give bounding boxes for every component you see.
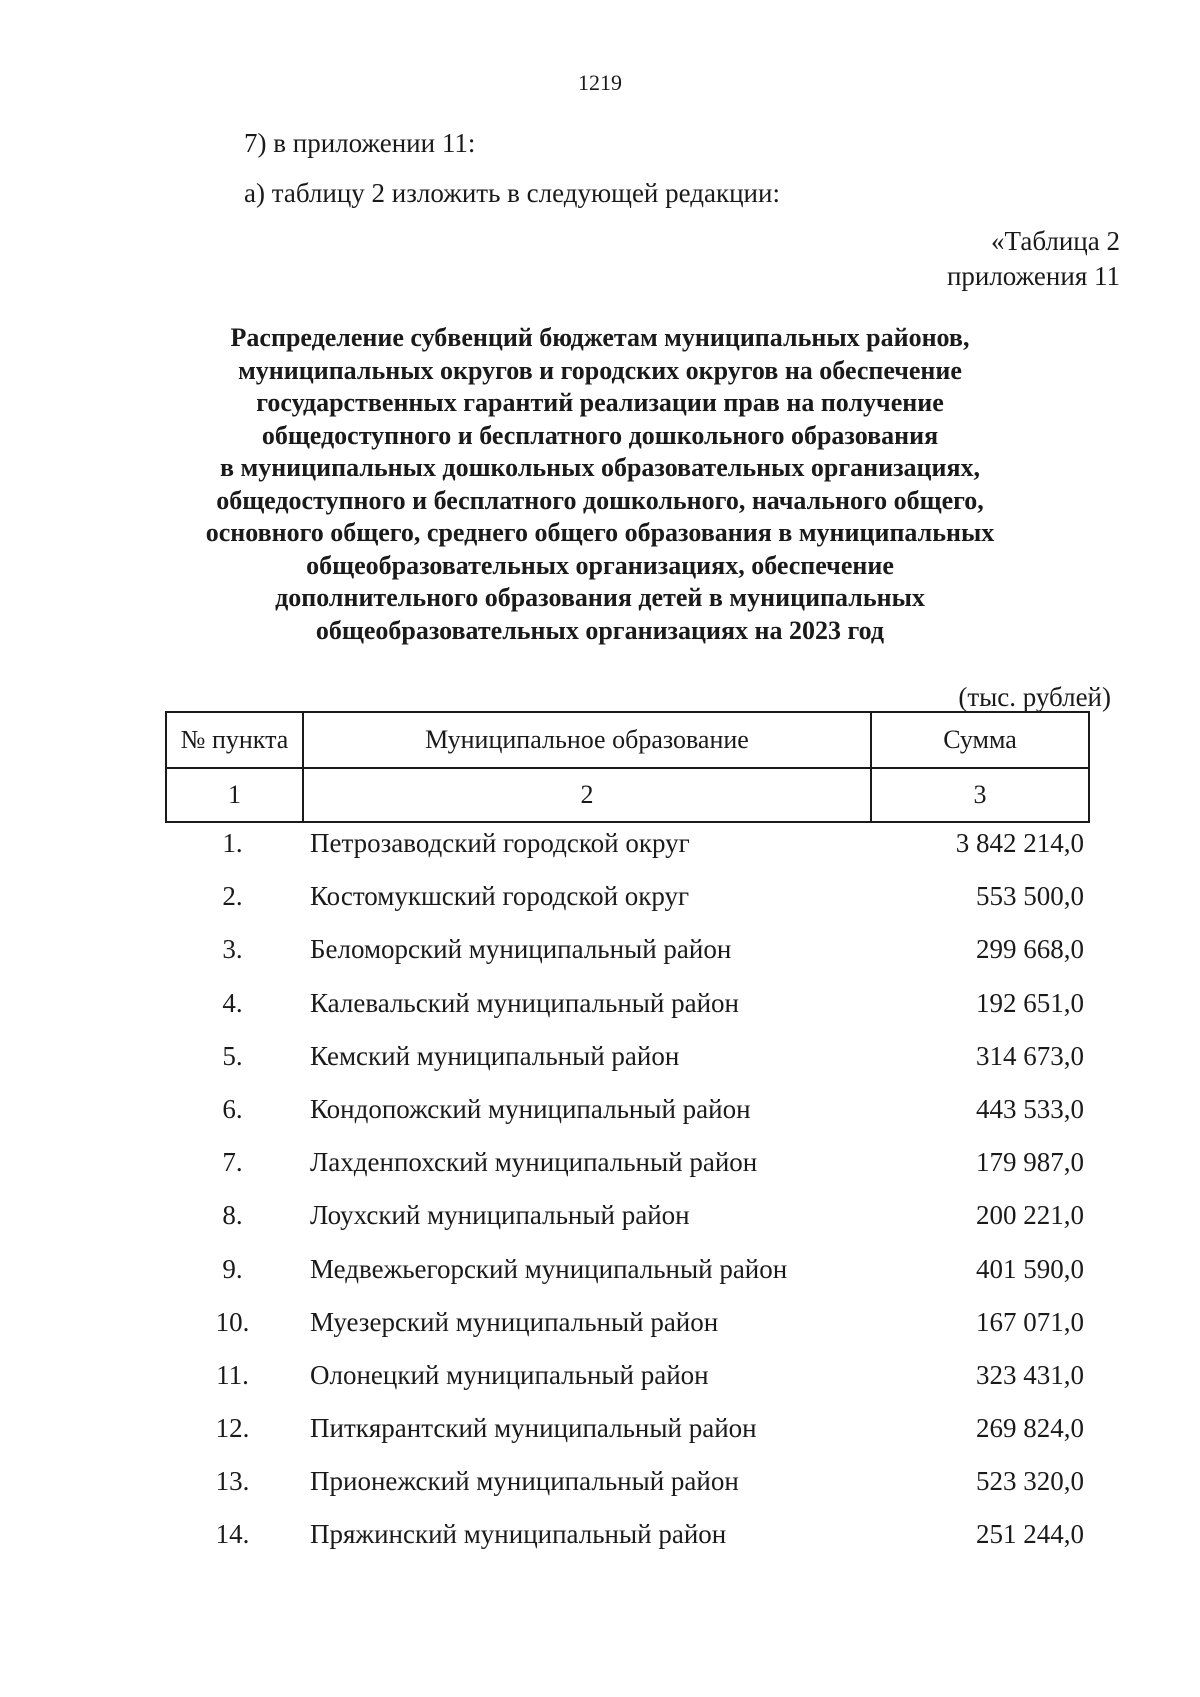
table-row bbox=[165, 1466, 1085, 1519]
row-amount: 3 842 214,0 bbox=[955, 828, 1084, 858]
row-number: 8. bbox=[222, 1200, 243, 1231]
row-amount: 251 244,0 bbox=[976, 1519, 1084, 1550]
row-municipality: Петрозаводский городской округ bbox=[310, 828, 690, 858]
title-line: Распределение субвенций бюджетам муниципальных районов, bbox=[230, 323, 970, 352]
row-municipality: Беломорский муниципальный район bbox=[310, 934, 732, 965]
row-number: 3. bbox=[222, 934, 243, 965]
row-amount: 323 431,0 bbox=[976, 1359, 1084, 1390]
header-row bbox=[166, 712, 1089, 768]
row-number: 13. bbox=[215, 1466, 250, 1497]
column-number-3: 3 bbox=[871, 768, 1089, 822]
title-line: государственных гарантий реализации прав на получение bbox=[256, 388, 944, 417]
row-municipality: Олонецкий муниципальный район bbox=[310, 1359, 709, 1390]
row-amount: 200 221,0 bbox=[976, 1200, 1084, 1231]
row-municipality: Костомукшский городской округ bbox=[310, 881, 690, 912]
row-municipality: Лоухский муниципальный район bbox=[310, 1200, 690, 1231]
row-number: 9. bbox=[222, 1253, 243, 1284]
row-number: 2. bbox=[222, 881, 243, 912]
row-municipality: Калевальский муниципальный район bbox=[310, 987, 739, 1018]
table-row bbox=[165, 1519, 1085, 1572]
row-number: 10. bbox=[215, 1306, 250, 1337]
table-reference-line-2: приложения 11 bbox=[946, 261, 1120, 291]
column-number-2: 2 bbox=[303, 768, 871, 822]
title-line: основного общего, среднего общего образования в муниципальных bbox=[205, 518, 995, 547]
header-municipality: Муниципальное образование bbox=[303, 712, 871, 768]
row-amount: 443 533,0 bbox=[976, 1093, 1084, 1124]
row-number: 14. bbox=[215, 1519, 250, 1550]
row-municipality: Муезерский муниципальный район bbox=[310, 1306, 719, 1337]
document-title bbox=[150, 322, 1050, 647]
units-label: (тыс. рублей) bbox=[958, 682, 1111, 712]
row-amount: 314 673,0 bbox=[976, 1040, 1084, 1071]
table-body bbox=[165, 828, 1085, 1573]
table-row bbox=[165, 1041, 1085, 1094]
row-amount: 192 651,0 bbox=[976, 987, 1084, 1018]
row-amount: 269 824,0 bbox=[976, 1413, 1084, 1444]
table-row bbox=[165, 1147, 1085, 1200]
table-row bbox=[165, 1094, 1085, 1147]
table-row bbox=[165, 828, 1085, 881]
row-amount: 523 320,0 bbox=[976, 1466, 1084, 1497]
row-amount: 553 500,0 bbox=[976, 881, 1084, 912]
intro-line-1: 7) в приложении 11: bbox=[244, 128, 476, 158]
row-number: 7. bbox=[222, 1147, 243, 1178]
row-amount: 179 987,0 bbox=[976, 1147, 1084, 1178]
title-line: муниципальных округов и городских округов на обеспечение bbox=[238, 355, 962, 385]
table-row bbox=[165, 934, 1085, 987]
row-number: 11. bbox=[216, 1359, 249, 1390]
title-line: общедоступного и бесплатного дошкольного образования bbox=[261, 420, 939, 450]
table-header bbox=[165, 711, 1090, 823]
page-number: 1219 bbox=[578, 70, 622, 95]
table-row bbox=[165, 881, 1085, 934]
title-line: общеобразовательных организациях, обеспечение bbox=[306, 550, 894, 580]
title-line: дополнительного образования детей в муниципальных bbox=[275, 583, 925, 612]
row-municipality: Прионежский муниципальный район bbox=[310, 1466, 739, 1497]
row-municipality: Питкярантский муниципальный район bbox=[310, 1413, 757, 1444]
table-row bbox=[165, 1360, 1085, 1413]
row-number: 4. bbox=[222, 987, 243, 1018]
header-number: № пункта bbox=[166, 712, 303, 768]
title-line: общедоступного и бесплатного дошкольного, начального общего, bbox=[216, 485, 984, 515]
table-row bbox=[165, 988, 1085, 1041]
row-municipality: Лахденпохский муниципальный район bbox=[310, 1147, 758, 1178]
row-municipality: Кемский муниципальный район bbox=[310, 1040, 680, 1071]
table-reference-line-1: «Таблица 2 bbox=[991, 226, 1120, 256]
table-row bbox=[165, 1307, 1085, 1360]
row-municipality: Кондопожский муниципальный район bbox=[310, 1093, 751, 1124]
title-line: общеобразовательных организациях на 2023 год bbox=[315, 615, 885, 645]
table-row bbox=[165, 1254, 1085, 1307]
row-number: 5. bbox=[222, 1040, 243, 1071]
row-number: 6. bbox=[222, 1093, 243, 1124]
table-row bbox=[165, 1200, 1085, 1253]
table-row bbox=[165, 1413, 1085, 1466]
header-amount: Сумма bbox=[871, 712, 1089, 768]
row-amount: 299 668,0 bbox=[976, 934, 1084, 965]
column-number-1: 1 bbox=[166, 768, 303, 822]
row-amount: 401 590,0 bbox=[976, 1253, 1084, 1284]
title-line: в муниципальных дошкольных образовательных организациях, bbox=[219, 453, 981, 482]
row-number: 12. bbox=[215, 1413, 250, 1444]
row-amount: 167 071,0 bbox=[976, 1306, 1084, 1337]
column-number-row bbox=[166, 768, 1089, 822]
row-municipality: Медвежьегорский муниципальный район bbox=[310, 1253, 788, 1284]
intro-line-2: а) таблицу 2 изложить в следующей редакции: bbox=[244, 178, 780, 208]
row-number: 1. bbox=[222, 828, 243, 858]
row-municipality: Пряжинский муниципальный район bbox=[310, 1519, 727, 1550]
